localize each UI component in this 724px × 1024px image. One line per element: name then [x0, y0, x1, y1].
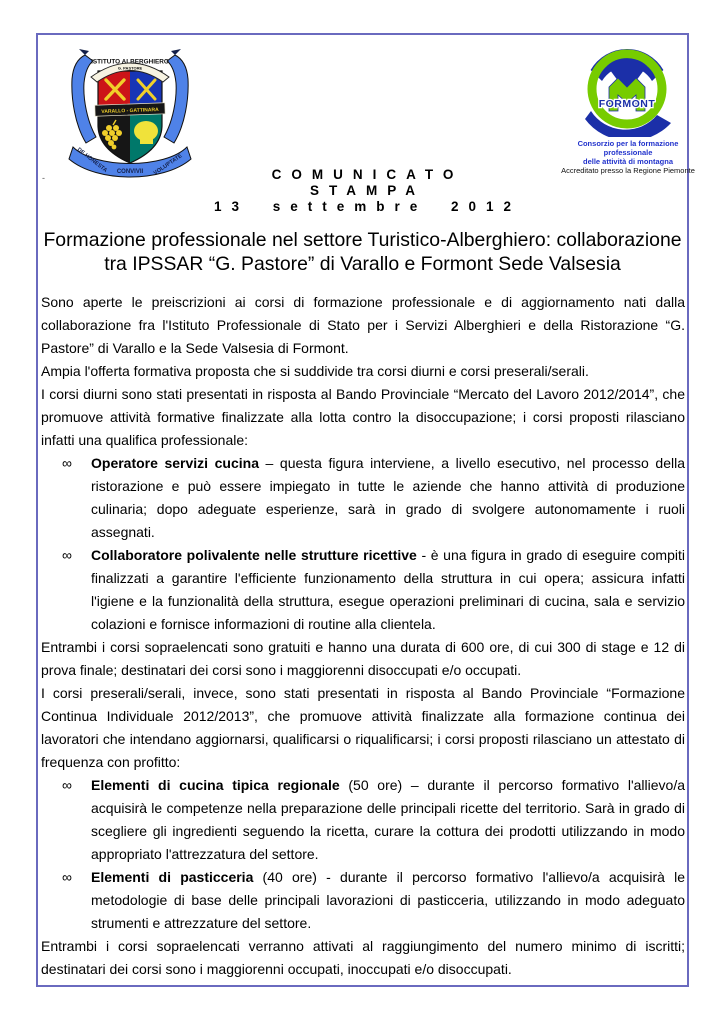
page-title: Formazione professionale nel settore Turistico-Alberghiero: collaborazione tra IPSSAR “G. Pastore” di Varallo e Formont Sede Valsesia	[43, 229, 682, 275]
stray-mark: -	[42, 173, 45, 183]
paragraph-corsi-diurni: I corsi diurni sono stati presentati in risposta al Bando Provinciale “Mercato del Lavoro 2012/2014”, che promuove attività formative finalizzate alla lotta contro la disoccupazione; i corsi proposti rilasciano infatti una qualifica professionale:	[41, 386, 685, 448]
crest-band-text: VARALLO - GATTINARA	[101, 107, 159, 115]
bullet-text: – questa figura interviene, a livello esecutivo, nel processo della ristorazione e può essere impiegato in tutte le aziende che hanno attività di produzione culinaria; dopo adeguate esperienze, sarà in grado di svolgere autonomamente i ruoli assegnati.	[91, 455, 685, 540]
crest-motto-right: VOLUPTATE	[152, 153, 184, 177]
bullet-bold-title: Elementi di pasticceria	[91, 869, 254, 885]
paragraph-conclusione: Entrambi i corsi sopraelencati verranno attivati al raggiungimento del numero minimo di iscritti; destinatari dei corsi sono i maggiorenni occupati, inoccupati e/o disoccupati.	[41, 938, 685, 977]
formont-logo	[554, 41, 702, 175]
bullet-icon: ∞	[62, 455, 72, 471]
school-crest-logo	[55, 47, 205, 195]
crest-school-name-2: G. PASTORE	[117, 65, 143, 71]
formont-caption-line2: delle attività di montagna	[582, 157, 673, 166]
bullet-text: (40 ore) - durante il percorso formativo l'allievo/a acquisirà le metodologie di base delle principali lavorazioni di pasticceria, utilizzando in modo adeguato strumenti e attrezzature del settore.	[91, 869, 685, 931]
formont-icon	[573, 41, 683, 137]
crest-right-ribbon	[164, 55, 188, 143]
crest-band	[95, 103, 165, 116]
bullet-bold-title: Collaboratore polivalente nelle strutture ricettive	[91, 547, 417, 563]
paragraph-corsi-gratuiti: Entrambi i corsi sopraelencati sono gratuiti e hanno una durata di 600 ore, di cui 300 di stage e 12 di prova finale; destinatari dei corsi sono i maggiorenni disoccupati e/o occupati.	[41, 639, 685, 678]
bullet-bold-title: Operatore servizi cucina	[91, 455, 259, 471]
list-item-operatore-cucina	[41, 452, 685, 544]
formont-caption-line3: Accreditato presso la Regione Piemonte	[561, 166, 695, 175]
crest-motto-center: CONVIVII	[116, 169, 144, 175]
formont-wordmark: FORMONT	[598, 98, 656, 110]
list-item-collaboratore-polivalente	[41, 544, 685, 636]
document-body	[38, 291, 687, 981]
crest-school-name: ISTITUTO ALBERGHIERO	[91, 58, 169, 66]
formont-caption-line1: Consorzio per la formazione professionale	[577, 139, 679, 157]
bullet-icon: ∞	[62, 869, 72, 885]
list-item-cucina-tipica	[41, 774, 685, 866]
paragraph-offerta: Ampia l'offerta formativa proposta che si suddivide tra corsi diurni e corsi preserali/serali.	[41, 363, 589, 379]
paragraph-corsi-preserali: I corsi preserali/serali, invece, sono stati presentati in risposta al Bando Provinciale “Formazione Continua Individuale 2012/2013”, che promuove attività finalizzate alla formazione continua dei lavoratori che intendano aggiornarsi, qualificarsi o riqualificarsi; i corsi proposti rilasciano un attestato di frequenza con profitto:	[41, 685, 685, 770]
list-item-pasticceria	[41, 866, 685, 935]
bullet-text: (50 ore) – durante il percorso formativo l'allievo/a acquisirà le competenze nella preparazione delle principali ricette del territorio. Sarà in grado di scegliere gli ingredienti seguendo la ricetta, curare la cottura dei prodotti utilizzando in modo appropriato l'attrezzatura del settore.	[91, 777, 685, 862]
header-line-comunicato: COMUNICATO	[271, 167, 464, 182]
formont-caption	[554, 139, 702, 175]
paragraph-intro: Sono aperte le preiscrizioni ai corsi di formazione professionale e di aggiornamento nati dalla collaborazione fra l'Istituto Professionale di Stato per i Servizi Alberghieri e della Ristorazione “G. Pastore” di Varallo e la Sede Valsesia di Formont.	[41, 294, 685, 356]
bullet-text: - è una figura in grado di eseguire compiti finalizzati a garantire l'efficiente funzionamento della struttura in cui opera; assicura infatti l'igiene e la funzionalità della struttura, esegue operazioni preliminari di cucina, sala e servizio colazioni e fornisce informazioni di routine alla clientela.	[91, 547, 685, 632]
school-crest-icon	[55, 47, 205, 195]
bullet-bold-title: Elementi di cucina tipica regionale	[91, 777, 340, 793]
crest-motto-left: DE HONESTA	[75, 146, 109, 174]
header-line-stampa: STAMPA	[310, 183, 425, 198]
crest-left-ribbon	[72, 55, 96, 143]
header-date: 13 settembre 2012	[213, 199, 522, 214]
bullet-icon: ∞	[62, 777, 72, 793]
document-border-frame	[36, 33, 695, 987]
bullet-icon: ∞	[62, 547, 72, 563]
